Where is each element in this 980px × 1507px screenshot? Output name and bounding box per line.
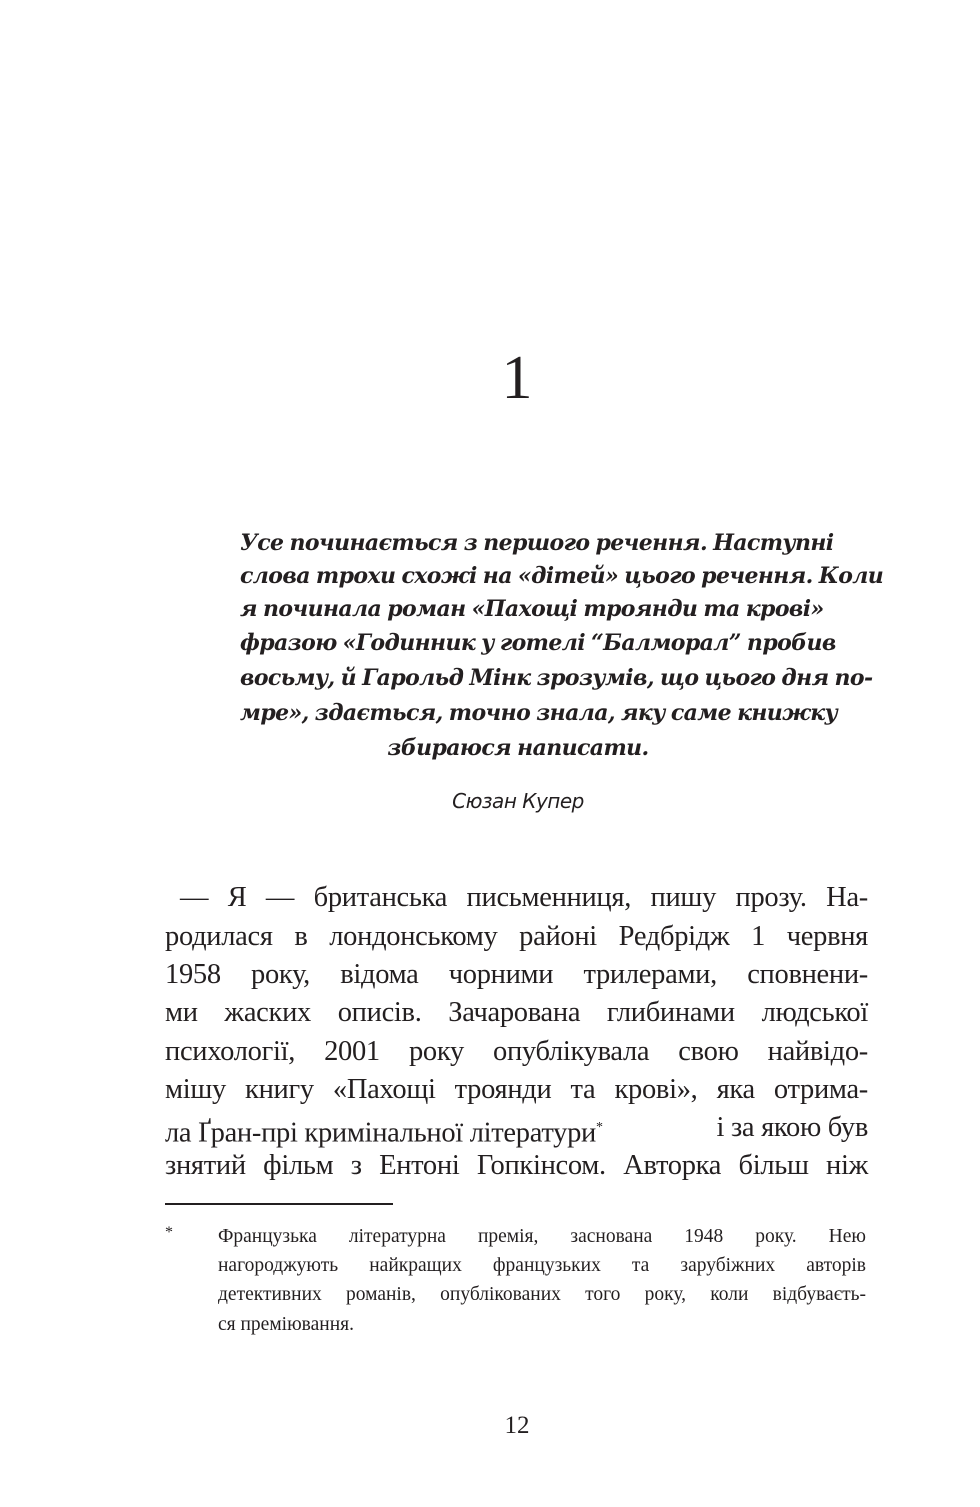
body-line-tail: і за якою був	[716, 1112, 868, 1143]
epigraph-line: Усе починається з першого речення. Наступні	[240, 530, 834, 556]
footnote-line: детективних романів, опублікованих того року, коли відбуваєть-	[218, 1284, 866, 1305]
body-line	[165, 1110, 868, 1152]
epigraph-line: слова трохи схожі на «дітей» цього речення. Коли	[240, 563, 884, 589]
body-line: мішу книгу «Пахощі троянди та крові», яка отрима-	[165, 1074, 868, 1105]
footnote-divider	[165, 1203, 393, 1205]
body-line-text: ла Ґран-прі кримінальної літератури	[165, 1117, 596, 1149]
footnote-line: Французька літературна премія, заснована 1948 року. Нею	[218, 1226, 866, 1247]
epigraph-line: я починала роман «Пахощі троянди та крові»	[240, 596, 824, 622]
chapter-number: 1	[501, 344, 533, 412]
epigraph-line: збираюся написати.	[387, 735, 649, 761]
footnote-marker: *	[165, 1224, 173, 1241]
epigraph-line: фразою «Годинник у готелі “Балморал” пробив	[240, 630, 836, 656]
page-number: 12	[504, 1412, 530, 1439]
body-line: психології, 2001 року опублікувала свою найвідо-	[165, 1036, 868, 1067]
epigraph-line: мре», здається, точно знала, яку саме книжку	[240, 700, 838, 726]
epigraph-line: восьму, й Гарольд Мінк зрозумів, що цього дня по-	[240, 665, 873, 691]
footnote-line: ся преміювання.	[218, 1314, 354, 1335]
footnote-reference[interactable]: *	[595, 1120, 603, 1135]
body-line: ми жаских описів. Зачарована глибинами людської	[165, 997, 868, 1028]
body-line: родилася в лондонському районі Редбрідж 1 червня	[165, 921, 868, 952]
body-line-head	[165, 1110, 603, 1152]
body-line: 1958 року, відома чорними трилерами, сповнени-	[165, 959, 868, 990]
body-line: знятий фільм з Ентоні Гопкінсом. Авторка більш ніж	[165, 1150, 868, 1181]
footnote-line: нагороджують найкращих французьких та зарубіжних авторів	[218, 1255, 866, 1276]
epigraph-attribution: Сюзан Купер	[452, 789, 584, 813]
body-line: — Я — британська письменниця, пишу прозу. На-	[180, 882, 868, 913]
